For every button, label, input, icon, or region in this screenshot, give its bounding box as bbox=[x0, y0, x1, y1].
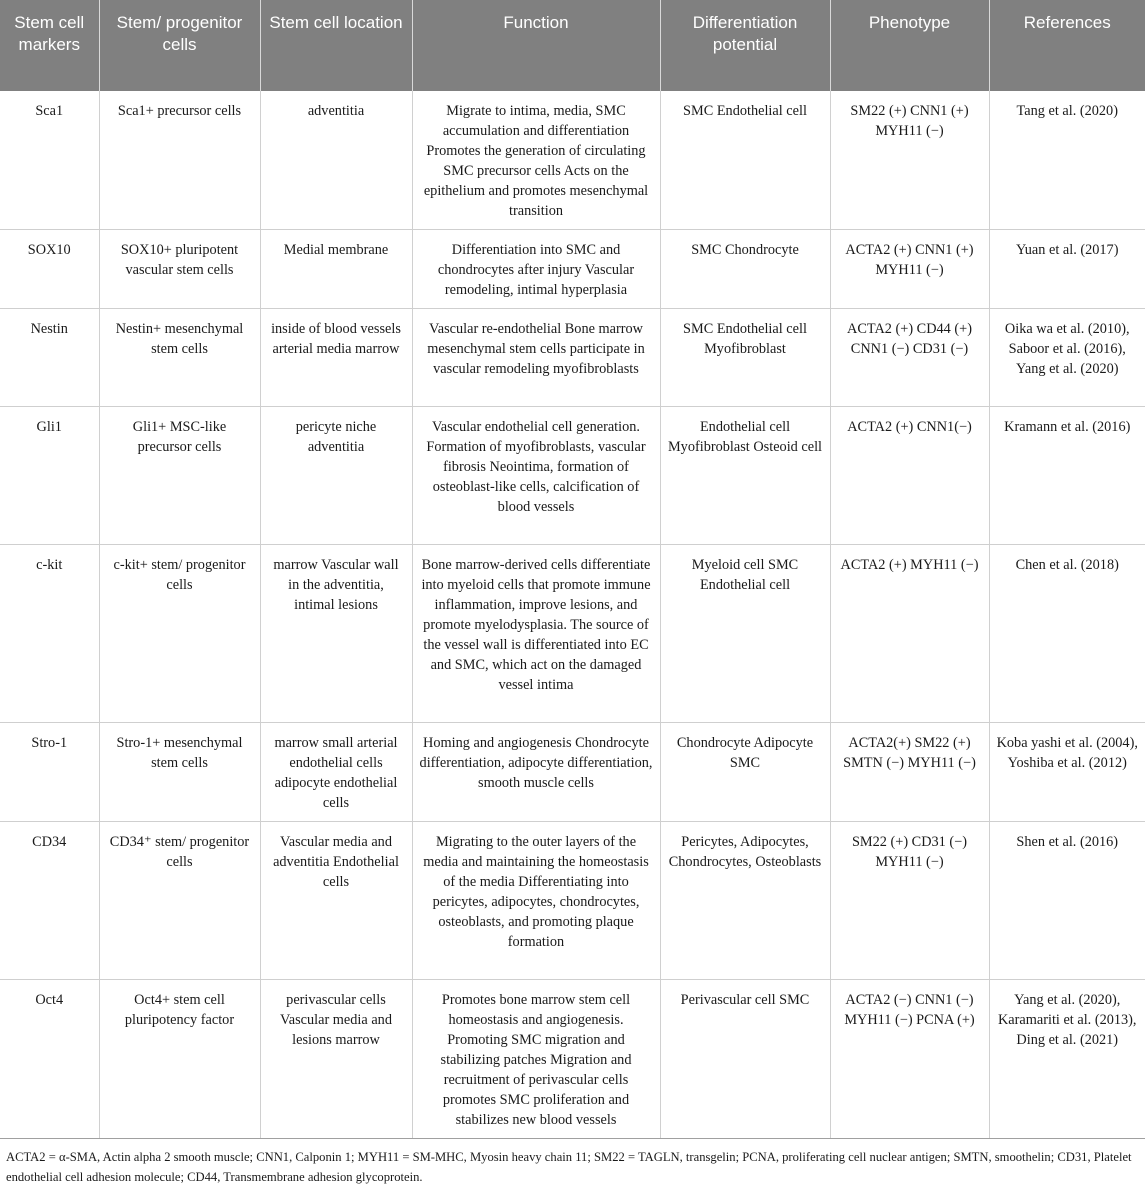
cell-phenotype: SM22 (+) CNN1 (+) MYH11 (−) bbox=[830, 91, 989, 230]
header-stem-progenitor-cells: Stem/ progenitor cells bbox=[99, 0, 260, 91]
cell-function: Promotes bone marrow stem cell homeostasis and angiogenesis. Promoting SMC migration and stabilizing patches Migration and recruitment of perivascular cells promotes SMC proliferation and stabilizes new blood vessels bbox=[412, 980, 660, 1139]
table-row bbox=[0, 91, 1145, 230]
cell-differentiation: Perivascular cell SMC bbox=[660, 980, 830, 1139]
cell-location: marrow small arterial endothelial cells adipocyte endothelial cells bbox=[260, 723, 412, 822]
cell-function: Vascular endothelial cell generation. Formation of myofibroblasts, vascular fibrosis Neointima, formation of osteoblast-like cells, calcification of blood vessels bbox=[412, 407, 660, 545]
header-phenotype: Phenotype bbox=[830, 0, 989, 91]
cell-references: Chen et al. (2018) bbox=[989, 545, 1145, 723]
cell-function: Homing and angiogenesis Chondrocyte differentiation, adipocyte differentiation, smooth muscle cells bbox=[412, 723, 660, 822]
cell-marker: Oct4 bbox=[0, 980, 99, 1139]
table-row bbox=[0, 309, 1145, 407]
cell-phenotype: ACTA2 (+) MYH11 (−) bbox=[830, 545, 989, 723]
cell-progenitor: Gli1+ MSC-like precursor cells bbox=[99, 407, 260, 545]
table-header-row bbox=[0, 0, 1145, 91]
header-stem-cell-markers: Stem cell markers bbox=[0, 0, 99, 91]
cell-references: Yang et al. (2020), Karamariti et al. (2013), Ding et al. (2021) bbox=[989, 980, 1145, 1139]
cell-marker: CD34 bbox=[0, 822, 99, 980]
cell-phenotype: ACTA2 (+) CNN1(−) bbox=[830, 407, 989, 545]
header-differentiation-potential: Differentiation potential bbox=[660, 0, 830, 91]
cell-location: inside of blood vessels arterial media marrow bbox=[260, 309, 412, 407]
table-row bbox=[0, 545, 1145, 723]
cell-function: Bone marrow-derived cells differentiate into myeloid cells that promote immune inflammation, improve lesions, and promote myelodysplasia. The source of the vessel wall is differentiated into EC and SMC, which act on the damaged vessel intima bbox=[412, 545, 660, 723]
cell-function: Migrate to intima, media, SMC accumulation and differentiation Promotes the generation of circulating SMC precursor cells Acts on the epithelium and promotes mesenchymal transition bbox=[412, 91, 660, 230]
cell-differentiation: SMC Endothelial cell bbox=[660, 91, 830, 230]
cell-marker: Stro-1 bbox=[0, 723, 99, 822]
cell-references: Yuan et al. (2017) bbox=[989, 230, 1145, 309]
cell-phenotype: ACTA2(+) SM22 (+) SMTN (−) MYH11 (−) bbox=[830, 723, 989, 822]
cell-phenotype: ACTA2 (−) CNN1 (−) MYH11 (−) PCNA (+) bbox=[830, 980, 989, 1139]
cell-references: Oika wa et al. (2010), Saboor et al. (2016), Yang et al. (2020) bbox=[989, 309, 1145, 407]
cell-phenotype: ACTA2 (+) CNN1 (+) MYH11 (−) bbox=[830, 230, 989, 309]
cell-progenitor: CD34⁺ stem/ progenitor cells bbox=[99, 822, 260, 980]
cell-marker: Nestin bbox=[0, 309, 99, 407]
cell-differentiation: Chondrocyte Adipocyte SMC bbox=[660, 723, 830, 822]
cell-marker: Sca1 bbox=[0, 91, 99, 230]
cell-progenitor: Sca1+ precursor cells bbox=[99, 91, 260, 230]
cell-location: Medial membrane bbox=[260, 230, 412, 309]
cell-function: Migrating to the outer layers of the media and maintaining the homeostasis of the media Differentiating into pericytes, adipocytes, chondrocytes, osteoblasts, and promoting plaque formation bbox=[412, 822, 660, 980]
cell-location: pericyte niche adventitia bbox=[260, 407, 412, 545]
cell-progenitor: c-kit+ stem/ progenitor cells bbox=[99, 545, 260, 723]
cell-function: Vascular re-endothelial Bone marrow mesenchymal stem cells participate in vascular remodeling myofibroblasts bbox=[412, 309, 660, 407]
cell-marker: Gli1 bbox=[0, 407, 99, 545]
cell-differentiation: SMC Endothelial cell Myofibroblast bbox=[660, 309, 830, 407]
cell-location: marrow Vascular wall in the adventitia, intimal lesions bbox=[260, 545, 412, 723]
cell-marker: c-kit bbox=[0, 545, 99, 723]
cell-progenitor: Stro-1+ mesenchymal stem cells bbox=[99, 723, 260, 822]
header-function: Function bbox=[412, 0, 660, 91]
table-row bbox=[0, 980, 1145, 1139]
cell-differentiation: Pericytes, Adipocytes, Chondrocytes, Osteoblasts bbox=[660, 822, 830, 980]
cell-progenitor: Oct4+ stem cell pluripotency factor bbox=[99, 980, 260, 1139]
cell-location: adventitia bbox=[260, 91, 412, 230]
cell-references: Koba yashi et al. (2004), Yoshiba et al. (2012) bbox=[989, 723, 1145, 822]
cell-differentiation: Endothelial cell Myofibroblast Osteoid cell bbox=[660, 407, 830, 545]
table-row bbox=[0, 407, 1145, 545]
cell-function: Differentiation into SMC and chondrocytes after injury Vascular remodeling, intimal hyperplasia bbox=[412, 230, 660, 309]
cell-references: Tang et al. (2020) bbox=[989, 91, 1145, 230]
table-row bbox=[0, 230, 1145, 309]
table-footnote: ACTA2 = α-SMA, Actin alpha 2 smooth muscle; CNN1, Calponin 1; MYH11 = SM-MHC, Myosin heavy chain 11; SM22 = TAGLN, transgelin; PCNA, proliferating cell nuclear antigen; SMTN, smoothelin; CD31, Platelet endothelial cell adhesion molecule; CD44, Transmembrane adhesion glycoprotein. bbox=[6, 1150, 1132, 1184]
cell-location: perivascular cells Vascular media and lesions marrow bbox=[260, 980, 412, 1139]
cell-differentiation: Myeloid cell SMC Endothelial cell bbox=[660, 545, 830, 723]
cell-phenotype: SM22 (+) CD31 (−) MYH11 (−) bbox=[830, 822, 989, 980]
cell-differentiation: SMC Chondrocyte bbox=[660, 230, 830, 309]
cell-marker: SOX10 bbox=[0, 230, 99, 309]
table-row bbox=[0, 723, 1145, 822]
header-references: References bbox=[989, 0, 1145, 91]
cell-location: Vascular media and adventitia Endothelial cells bbox=[260, 822, 412, 980]
table-row bbox=[0, 822, 1145, 980]
cell-progenitor: Nestin+ mesenchymal stem cells bbox=[99, 309, 260, 407]
header-stem-cell-location: Stem cell location bbox=[260, 0, 412, 91]
cell-progenitor: SOX10+ pluripotent vascular stem cells bbox=[99, 230, 260, 309]
cell-references: Kramann et al. (2016) bbox=[989, 407, 1145, 545]
cell-references: Shen et al. (2016) bbox=[989, 822, 1145, 980]
cell-phenotype: ACTA2 (+) CD44 (+) CNN1 (−) CD31 (−) bbox=[830, 309, 989, 407]
